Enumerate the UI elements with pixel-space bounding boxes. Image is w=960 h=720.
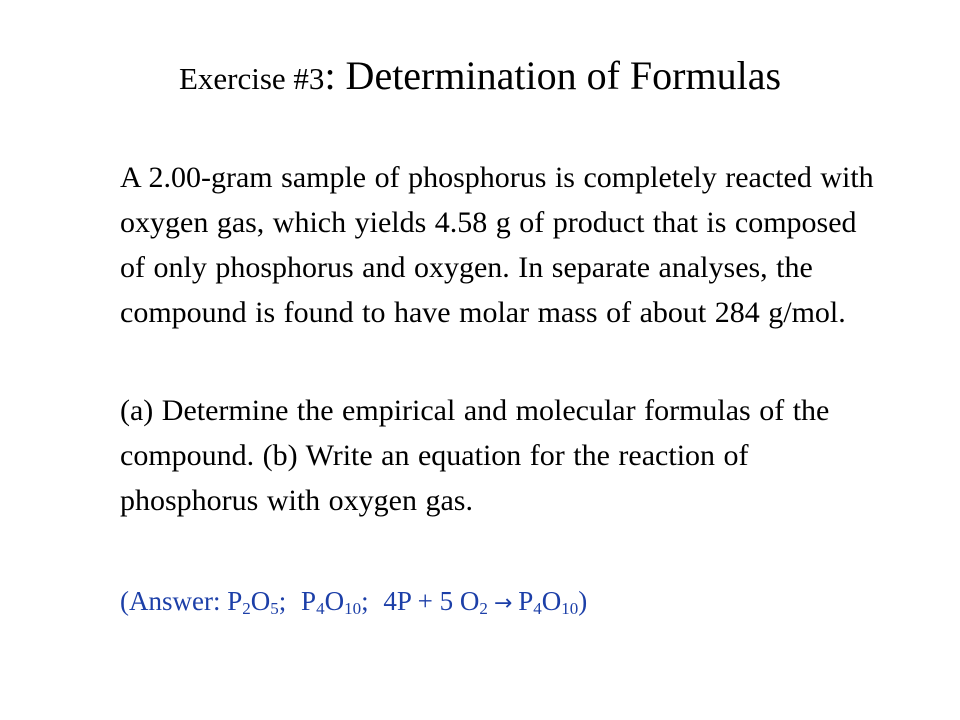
arrow-icon: → xyxy=(493,591,513,616)
answer-separator: ; xyxy=(361,586,369,616)
answer-line xyxy=(120,586,587,617)
answer-separator: ; xyxy=(278,586,287,616)
title-prefix: Exercise #3 xyxy=(178,61,325,96)
slide-title xyxy=(0,52,960,99)
empirical-formula: $P_2O_5$ xyxy=(227,586,279,618)
title-main: : Determination of Formulas xyxy=(324,53,782,98)
answer-close: ) xyxy=(578,586,588,616)
reaction-equation: 4P + 5 $O_2 \to P_4O_{10}$ xyxy=(383,586,579,618)
problem-paragraph-2: (a) Determine the empirical and molecular formulas of the compound. (b) Write an equation for the reaction of phosphorus with oxygen gas. xyxy=(120,394,830,517)
problem-paragraph-1: A 2.00-gram sample of phosphorus is completely reacted with oxygen gas, which yields 4.58 g of product that is composed of only phosphorus and oxygen. In separate analyses, the compound is found to have molar mass of about 284 g/mol. xyxy=(120,161,874,329)
answer-open: (Answer: xyxy=(120,586,221,616)
molecular-formula: $P_4O_{10}$ xyxy=(301,586,362,618)
